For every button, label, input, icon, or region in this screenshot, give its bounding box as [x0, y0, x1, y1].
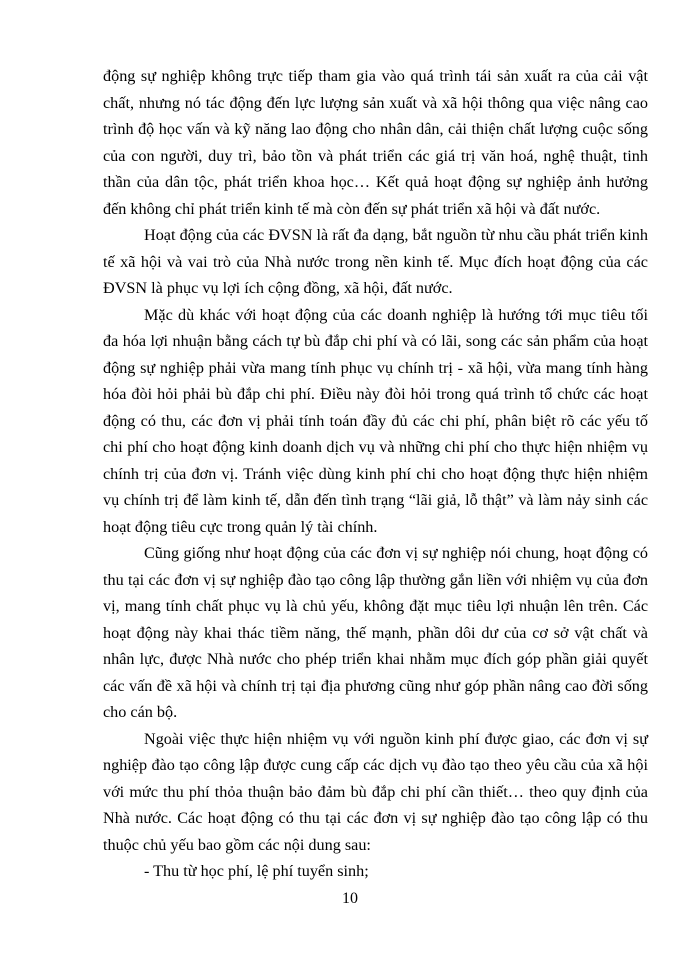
paragraph-1: động sự nghiệp không trực tiếp tham gia vào quá trình tái sản xuất ra của cải vật chất, nhưng nó tác động đến lực lượng sản xuất và xã hội thông qua việc nâng cao trình độ học vấn và kỹ năng lao động cho nhân dân, cải thiện chất lượng cuộc sống của con người, duy trì, bảo tồn và phát triển các giá trị văn hoá, nghệ thuật, tinh thần của dân tộc, phát triển khoa học… Kết quả hoạt động sự nghiệp ảnh hưởng đến không chỉ phát triển kinh tế mà còn đến sự phát triển xã hội và đất nước. [103, 67, 648, 218]
paragraph-5: Ngoài việc thực hiện nhiệm vụ với nguồn kinh phí được giao, các đơn vị sự nghiệp đào tạo công lập được cung cấp các dịch vụ đào tạo theo yêu cầu của xã hội với mức thu phí thỏa thuận bảo đảm bù đắp chi phí cần thiết… theo quy định của Nhà nước. Các hoạt động có thu tại các đơn vị sự nghiệp đào tạo công lập có thu thuộc chủ yếu bao gồm các nội dung sau: [103, 729, 648, 854]
paragraph-4: Cũng giống như hoạt động của các đơn vị sự nghiệp nói chung, hoạt động có thu tại các đơn vị sự nghiệp đào tạo công lập thường gắn liền với nhiệm vụ của đơn vị, mang tính chất phục vụ là chủ yếu, không đặt mục tiêu lợi nhuận lên trên. Các hoạt động này khai thác tiềm năng, thế mạnh, phần dôi dư của cơ sở vật chất và nhân lực, được Nhà nước cho phép triển khai nhằm mục đích góp phần giải quyết các vấn đề xã hội và chính trị tại địa phương cũng như góp phần nâng cao đời sống cho cán bộ. [103, 544, 648, 721]
page-number: 10 [342, 890, 358, 907]
list-item-tuition: - Thu từ học phí, lệ phí tuyển sinh; [144, 862, 369, 880]
paragraph-2: Hoạt động của các ĐVSN là rất đa dạng, bắt nguồn từ nhu cầu phát triển kinh tế xã hội và vai trò của Nhà nước trong nền kinh tế. Mục đích hoạt động của các ĐVSN là phục vụ lợi ích cộng đồng, xã hội, đất nước. [103, 226, 648, 297]
document-body [103, 63, 648, 885]
paragraph-3: Mặc dù khác với hoạt động của các doanh nghiệp là hướng tới mục tiêu tối đa hóa lợi nhuận bằng cách tự bù đắp chi phí và có lãi, song các sản phẩm của hoạt động sự nghiệp phải vừa mang tính phục vụ chính trị - xã hội, vừa mang tính hàng hóa đòi hỏi phải bù đắp chi phí. Điều này đòi hỏi trong quá trình tổ chức các hoạt động có thu, các đơn vị phải tính toán đầy đủ các chi phí, phân biệt rõ các yếu tố chi phí cho hoạt động kinh doanh dịch vụ và những chi phí cho thực hiện nhiệm vụ chính trị của đơn vị. Tránh việc dùng kinh phí chi cho hoạt động thực hiện nhiệm vụ chính trị để làm kinh tế, dẫn đến tình trạng “lãi giả, lỗ thật” và làm nảy sinh các hoạt động tiêu cực trong quản lý tài chính. [103, 305, 648, 536]
